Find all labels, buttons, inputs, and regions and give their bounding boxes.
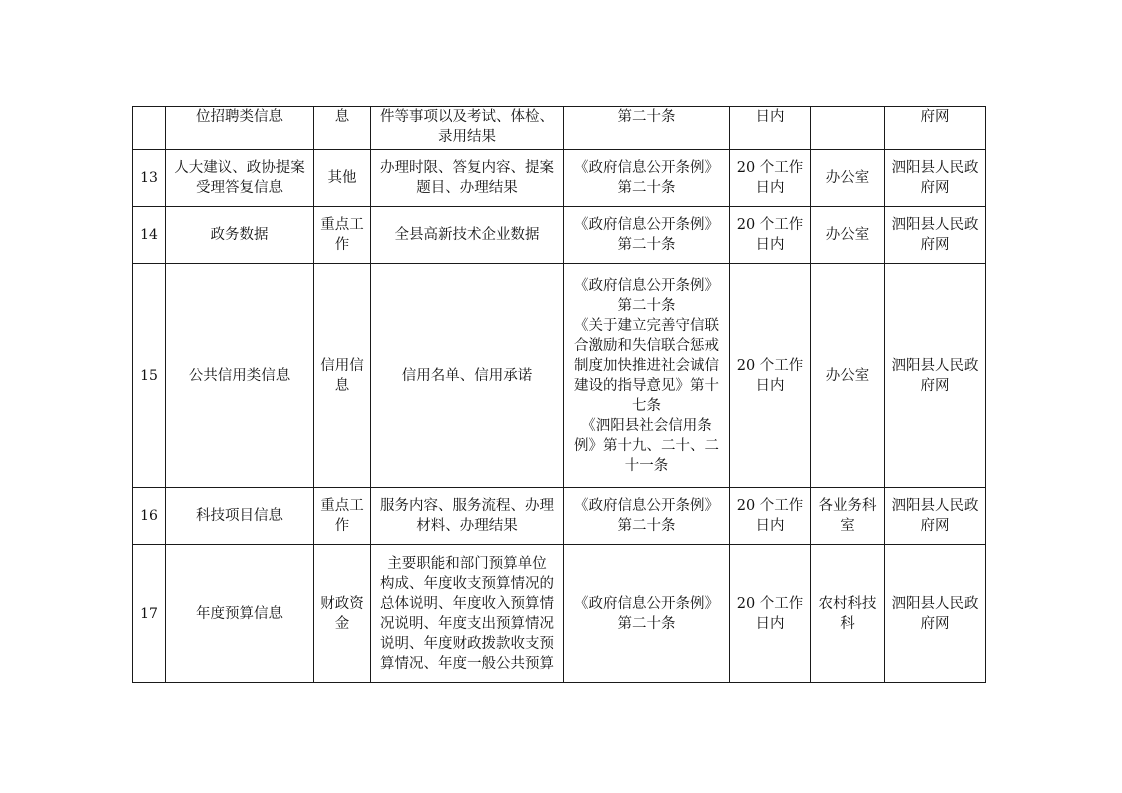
responsible-dept: 各业务科 室 bbox=[811, 488, 885, 545]
table-row bbox=[133, 207, 986, 264]
item-name: 公共信用类信息 bbox=[166, 264, 314, 488]
time-limit: 20 个工作 日内 bbox=[730, 488, 811, 545]
item-content: 件等事项以及考试、体检、 录用结果 bbox=[371, 107, 564, 150]
publish-channel: 泗阳县人民政 府网 bbox=[885, 545, 986, 683]
legal-basis: 《政府信息公开条例》 第二十条 bbox=[564, 150, 730, 207]
row-number: 14 bbox=[133, 207, 166, 264]
item-name: 人大建议、政协提案 受理答复信息 bbox=[166, 150, 314, 207]
time-limit: 日内 bbox=[730, 107, 811, 150]
legal-basis: 《政府信息公开条例》 第二十条 《关于建立完善守信联 合激励和失信联合惩戒 制度加快推进社会诚信 建设的指导意见》第十 七条 《泗阳县社会信用条 例》第十九、二十、二 十一条 bbox=[564, 264, 730, 488]
item-name: 位招聘类信息 bbox=[166, 107, 314, 150]
legal-basis: 《政府信息公开条例》 第二十条 bbox=[564, 545, 730, 683]
responsible-dept bbox=[811, 107, 885, 150]
item-category: 财政资 金 bbox=[314, 545, 371, 683]
item-name: 科技项目信息 bbox=[166, 488, 314, 545]
legal-basis: 《政府信息公开条例》 第二十条 bbox=[564, 207, 730, 264]
publish-channel: 泗阳县人民政 府网 bbox=[885, 264, 986, 488]
item-content: 服务内容、服务流程、办理 材料、办理结果 bbox=[371, 488, 564, 545]
row-number: 13 bbox=[133, 150, 166, 207]
time-limit: 20 个工作 日内 bbox=[730, 150, 811, 207]
responsible-dept: 办公室 bbox=[811, 150, 885, 207]
item-name: 政务数据 bbox=[166, 207, 314, 264]
row-number: 17 bbox=[133, 545, 166, 683]
time-limit: 20 个工作 日内 bbox=[730, 207, 811, 264]
time-limit: 20 个工作 日内 bbox=[730, 545, 811, 683]
item-category: 其他 bbox=[314, 150, 371, 207]
publish-channel: 泗阳县人民政 府网 bbox=[885, 150, 986, 207]
responsible-dept: 办公室 bbox=[811, 264, 885, 488]
publish-channel: 府网 bbox=[885, 107, 986, 150]
table-row bbox=[133, 264, 986, 488]
row-number: 16 bbox=[133, 488, 166, 545]
disclosure-table bbox=[132, 106, 986, 683]
publish-channel: 泗阳县人民政 府网 bbox=[885, 207, 986, 264]
item-category: 息 bbox=[314, 107, 371, 150]
table-row bbox=[133, 545, 986, 683]
table-row bbox=[133, 488, 986, 545]
item-content: 全县高新技术企业数据 bbox=[371, 207, 564, 264]
table-row bbox=[133, 107, 986, 150]
row-number: 15 bbox=[133, 264, 166, 488]
responsible-dept: 办公室 bbox=[811, 207, 885, 264]
publish-channel: 泗阳县人民政 府网 bbox=[885, 488, 986, 545]
row-number bbox=[133, 107, 166, 150]
responsible-dept: 农村科技 科 bbox=[811, 545, 885, 683]
item-content: 信用名单、信用承诺 bbox=[371, 264, 564, 488]
item-content: 办理时限、答复内容、提案 题目、办理结果 bbox=[371, 150, 564, 207]
item-category: 信用信 息 bbox=[314, 264, 371, 488]
time-limit: 20 个工作 日内 bbox=[730, 264, 811, 488]
table-row bbox=[133, 150, 986, 207]
item-category: 重点工 作 bbox=[314, 488, 371, 545]
legal-basis: 第二十条 bbox=[564, 107, 730, 150]
item-content: 主要职能和部门预算单位 构成、年度收支预算情况的 总体说明、年度收入预算情 况说明、年度支出预算情况 说明、年度财政拨款收支预 算情况、年度一般公共预算 bbox=[371, 545, 564, 683]
item-category: 重点工 作 bbox=[314, 207, 371, 264]
item-name: 年度预算信息 bbox=[166, 545, 314, 683]
legal-basis: 《政府信息公开条例》 第二十条 bbox=[564, 488, 730, 545]
